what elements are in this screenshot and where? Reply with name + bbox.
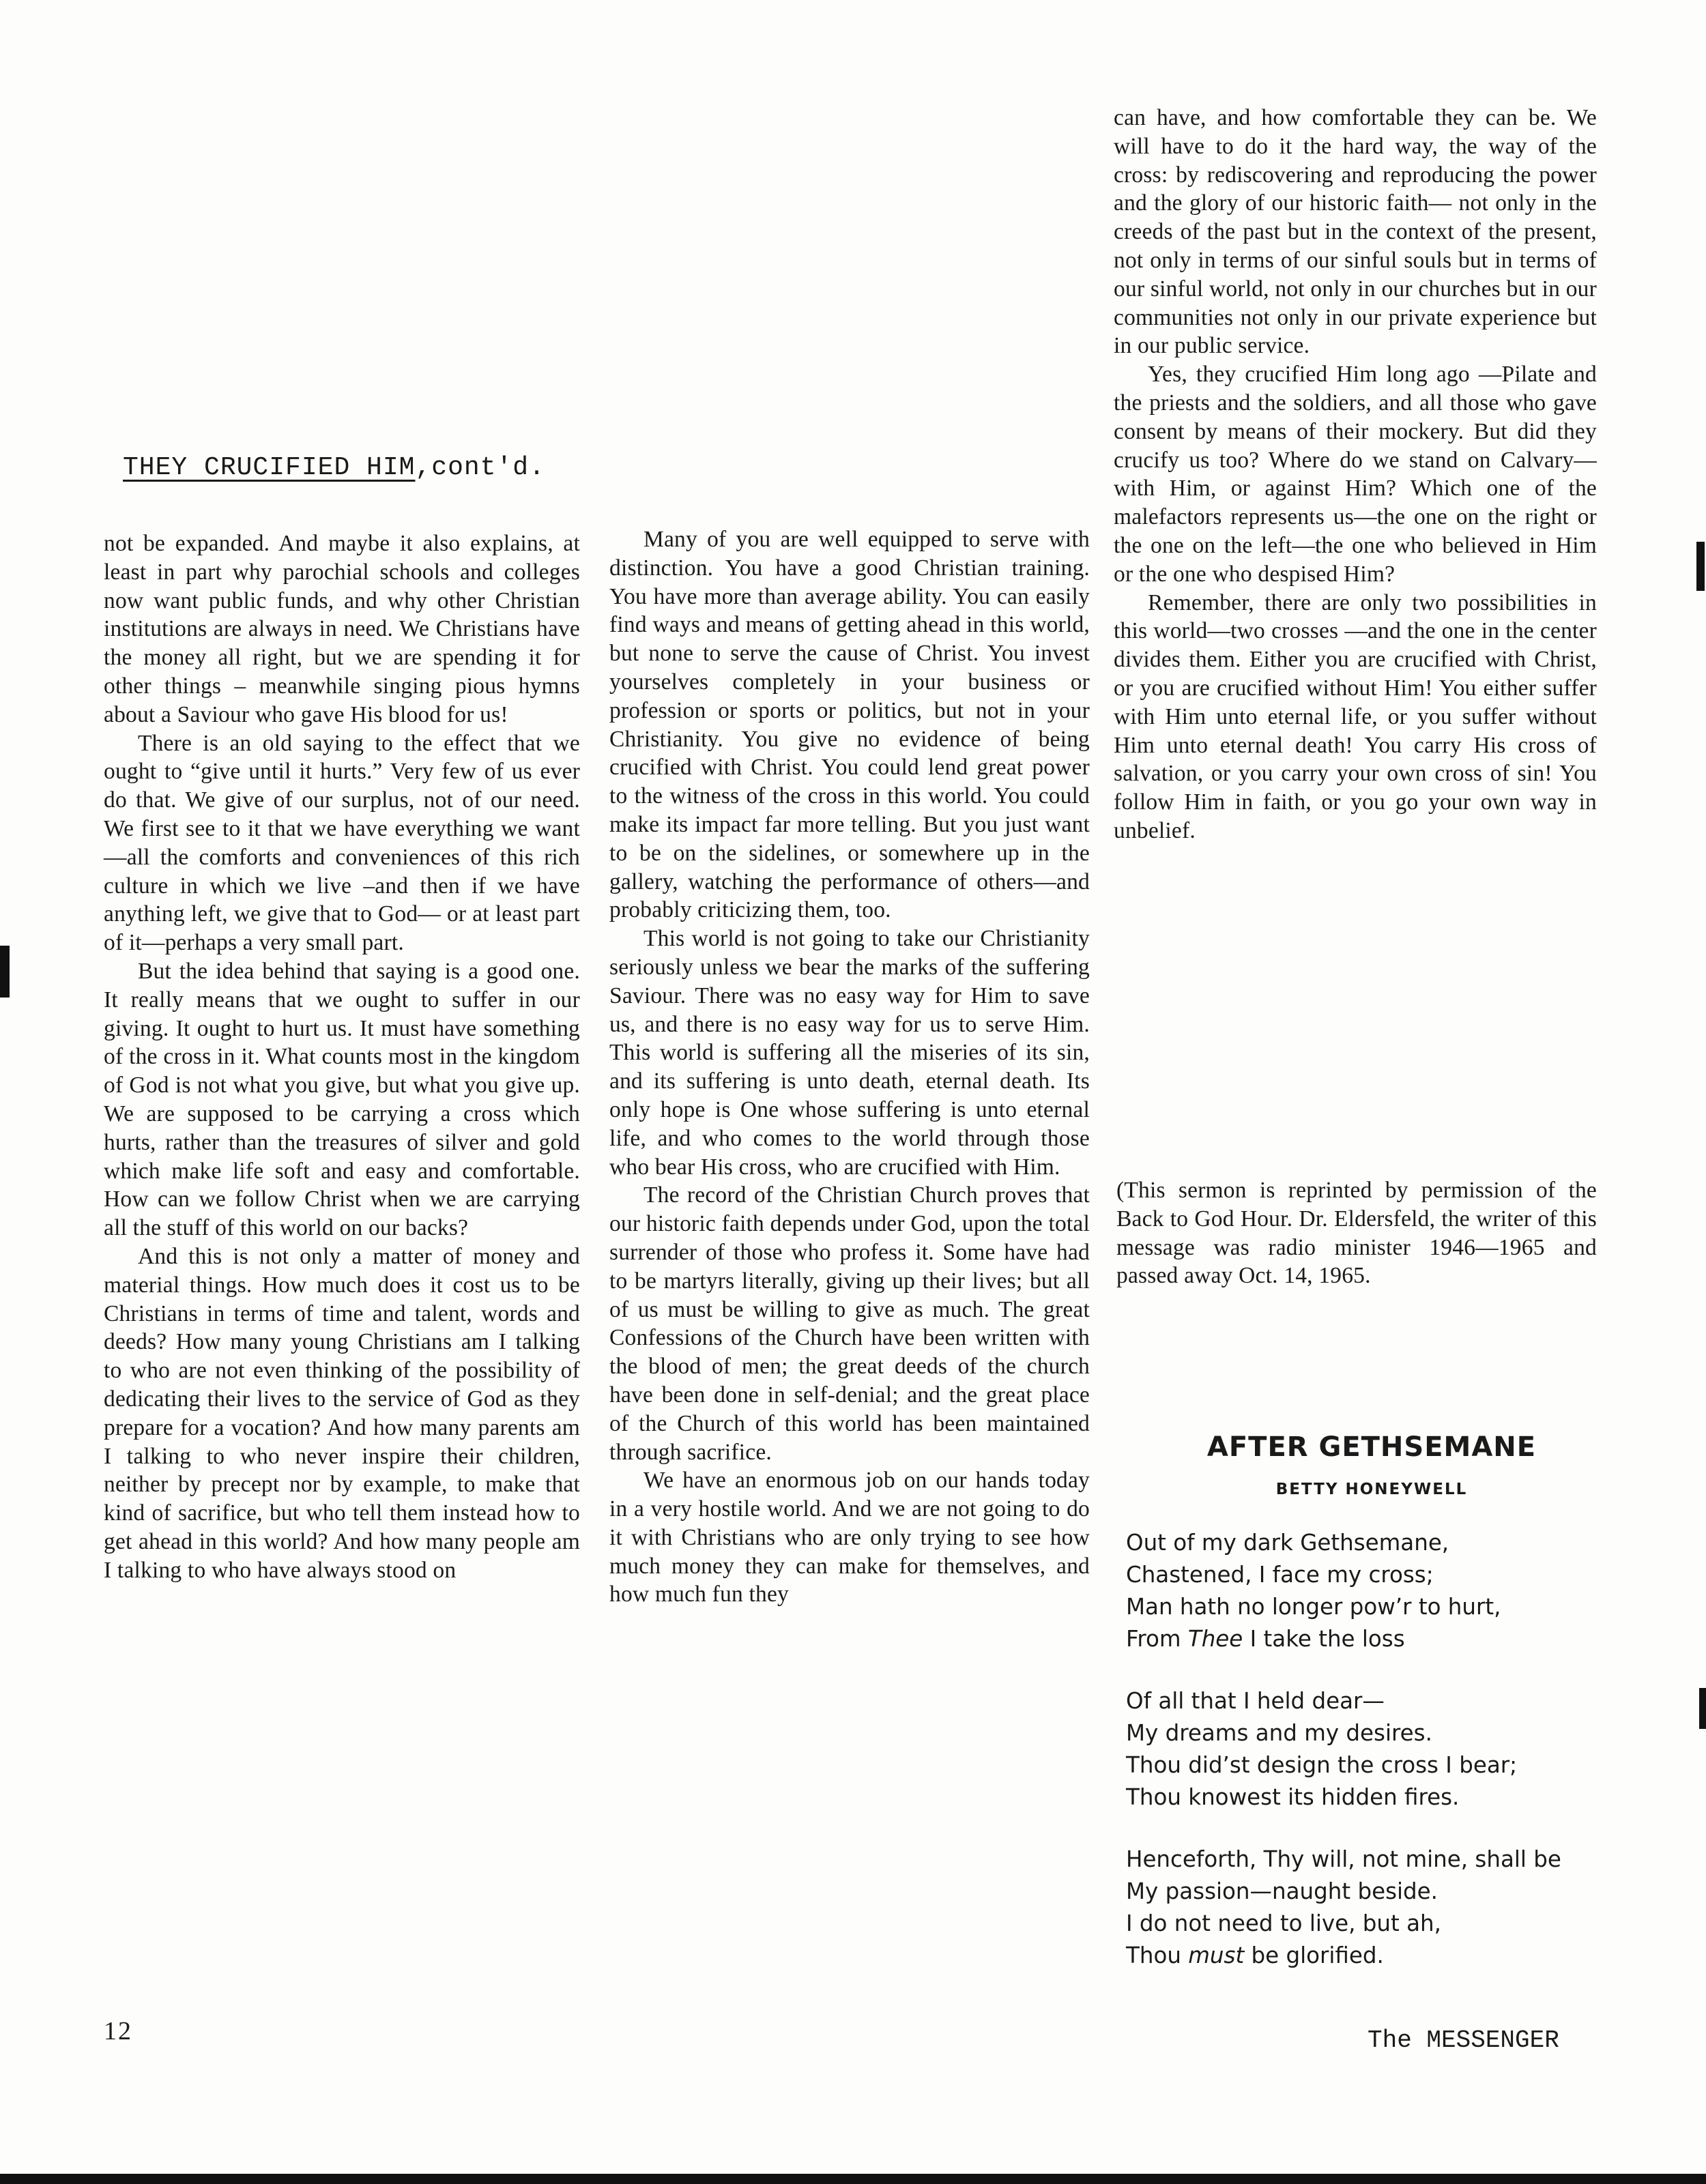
article-column-3 xyxy=(1114,104,1597,845)
reprint-note-block xyxy=(1116,1176,1597,1290)
paragraph: can have, and how comfortable they can be. We will have to do it the hard way, the way of the cross: by rediscovering and reproducing the power and the glory of our historic faith— not only in the creeds of the past but in the context of the present, not only in terms of our sinful souls but in terms of our sinful world, not only in our churches but in our communities not only in our private experience but in our public service. xyxy=(1114,105,1597,359)
paragraph: The record of the Christian Church proves that our historic faith depends under God, upon the total surrender of those who profess it. Some have had to be martyrs literally, giving up their lives; but all of us must be willing to give as much. The great Confessions of the Church have been written with the blood of men; the great deeds of the church have been done in self-denial; and the great place of the Church of this world has been maintained through sacrifice. xyxy=(609,1182,1090,1465)
paragraph: But the idea behind that saying is a good one. It really means that we ought to suffer in our giving. It ought to hurt us. It must have something of the cross in it. What counts most in the kingdom of God is not what you give, but what you give up. We are supposed to be carrying a cross which hurts, rather than the treasures of silver and gold which make life soft and easy and comfortable. How can we follow Christ when we are carrying all the stuff of this world on our backs? xyxy=(104,958,580,1241)
scan-edge-mark-right-2 xyxy=(1699,1688,1706,1729)
paragraph: This world is not going to take our Christianity seriously unless we bear the marks of the suffering Saviour. There was no easy way for Him to save us, and there is no easy way for us to serve Him. This world is suffering all the miseries of its sin, and its suffering is unto death, eternal death. Its only hope is One whose suffering is unto eternal life, and who comes to the world through those who bear His cross, who are crucified with Him. xyxy=(609,926,1090,1180)
continued-heading xyxy=(123,453,545,482)
poem-line xyxy=(1126,1623,1617,1655)
paragraph: Remember, there are only two possibilities in this world—two crosses —and the one in the center divides them. Either you are crucified with Christ, or you are crucified without Him! You either suffer with Him unto eternal life, or you suffer without Him unto eternal death! You carry His cross of salvation, or you carry your own cross of sin! You follow Him in faith, or you go your own way in unbelief. xyxy=(1114,589,1597,843)
paragraph: There is an old saying to the effect that we ought to “give until it hurts.” Very few of us ever do that. We give of our surplus, not of our need. We first see to it that we have everything we want—all the comforts and conveniences of this rich culture in which we live –and then if we have anything left, we give that to God— or at least part of it—perhaps a very small part. xyxy=(104,730,580,956)
scan-edge-mark-left xyxy=(0,946,10,998)
paragraph: We have an enormous job on our hands today in a very hostile world. And we are not going to do it with Christians who are only trying to see how much money they can make for themselves, and how much fun they xyxy=(609,1468,1090,1607)
paragraph: not be expanded. And maybe it also explains, at least in part why parochial schools and colleges now want public funds, and why other Christian institutions are always in need. We Christians have the money all right, but we are spending it for other things – meanwhile singing pious hymns about a Saviour who gave His blood for us! xyxy=(104,531,580,727)
poem-line: Henceforth, Thy will, not mine, shall be xyxy=(1126,1846,1561,1872)
paragraph: Many of you are well equipped to serve with distinction. You have a good Christian training. You have more than average ability. You can easily find ways and means of getting ahead in this world, but none to serve the cause of Christ. You invest yourselves completely in your business or profession or sports or politics, but not in your Christianity. You give no evidence of being crucified with Christ. You could lend great power to the witness of the cross in this world. You could make its impact far more telling. But you just want to be on the sidelines, or somewhere up in the gallery, watching the performance of others—and probably criticizing them, too. xyxy=(609,527,1090,923)
poem-line-part: be glorified. xyxy=(1244,1942,1384,1968)
poem-line: Of all that I held dear— xyxy=(1126,1688,1385,1714)
scan-edge-mark-right xyxy=(1696,542,1705,591)
poem-author: BETTY HONEYWELL xyxy=(1275,1481,1468,1498)
poem-stanza-1 xyxy=(1126,1527,1617,1655)
poem-line: Out of my dark Gethsemane, xyxy=(1126,1530,1449,1556)
page-number: 12 xyxy=(104,2017,132,2045)
scan-edge-mark-bottom xyxy=(0,2174,1706,2184)
article-column-2 xyxy=(609,525,1090,1609)
poem-emphasis: Thee xyxy=(1187,1626,1243,1652)
continued-suffix: ,cont'd. xyxy=(415,453,545,482)
article-column-1 xyxy=(104,529,580,1584)
poem-line: My passion—naught beside. xyxy=(1126,1878,1438,1904)
article-title: THEY CRUCIFIED HIM xyxy=(123,453,416,482)
poem-line-part: Thou xyxy=(1126,1942,1189,1968)
reprint-note: (This sermon is reprinted by permission of the Back to God Hour. Dr. Eldersfeld, the writer of this message was radio minister 1946—1965 and passed away Oct. 14, 1965. xyxy=(1116,1178,1597,1289)
poem-line: Man hath no longer pow’r to hurt, xyxy=(1126,1594,1501,1620)
poem-line xyxy=(1126,1940,1617,1972)
paragraph: Yes, they crucified Him long ago —Pilate and the priests and the soldiers, and all those who gave consent by means of their mockery. But did they crucify us too? Where do we stand on Calvary—with Him, or against Him? Which one of the malefactors represents us—the one on the right or the one on the left—the one who believed in Him or the one who despised Him? xyxy=(1114,362,1597,587)
poem-line: My dreams and my desires. xyxy=(1126,1720,1432,1746)
poem xyxy=(1126,1431,1617,2002)
poem-line: I do not need to live, but ah, xyxy=(1126,1910,1441,1936)
poem-stanza-3 xyxy=(1126,1844,1617,1972)
poem-line-part: From xyxy=(1126,1626,1188,1652)
poem-line-part: I take the loss xyxy=(1243,1626,1405,1652)
poem-line: Chastened, I face my cross; xyxy=(1126,1562,1434,1588)
poem-line: Thou knowest its hidden fires. xyxy=(1126,1784,1460,1810)
magazine-name: The MESSENGER xyxy=(1368,2026,1559,2054)
paragraph: And this is not only a matter of money and material things. How much does it cost us to be Christians in terms of time and talent, words and deeds? How many young Christians am I talking to who are not even thinking of the possibility of dedicating their lives to the service of God as they prepare for a vocation? And how many parents am I talking to who never inspire their children, neither by precept nor by example, to make that kind of sacrifice, but who tell them instead how to get ahead in this world? And how many people am I talking to who have always stood on xyxy=(104,1243,580,1583)
poem-title: AFTER GETHSEMANE xyxy=(1206,1431,1537,1463)
poem-stanza-2 xyxy=(1126,1685,1617,1814)
poem-line: Thou did’st design the cross I bear; xyxy=(1126,1752,1518,1778)
poem-emphasis: must xyxy=(1188,1942,1245,1968)
